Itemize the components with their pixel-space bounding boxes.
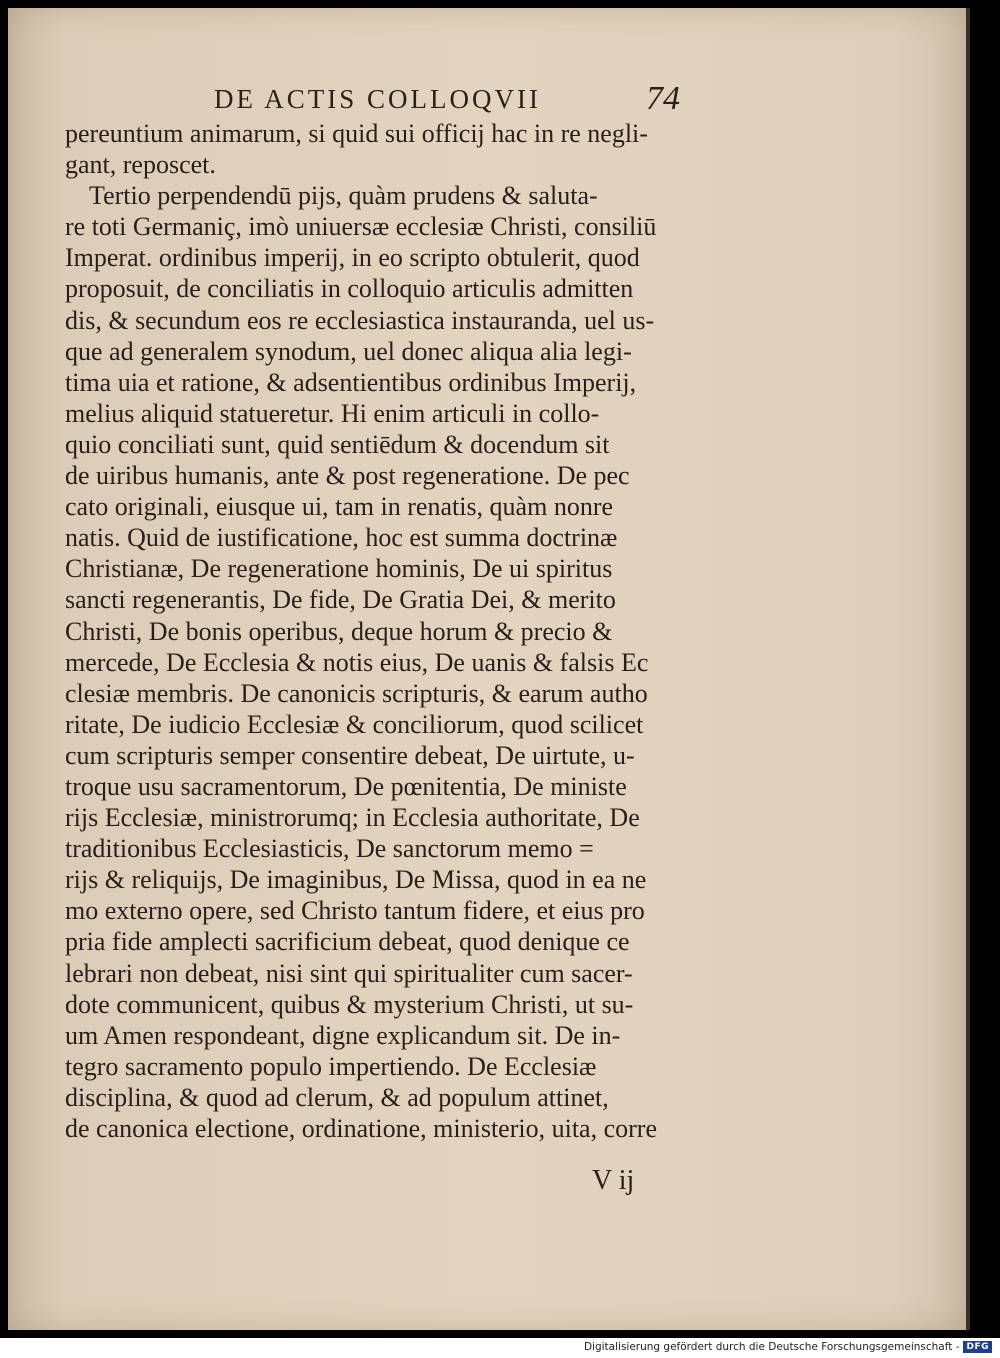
text-line: rijs & reliquijs, De imaginibus, De Missa, quod in ea ne	[65, 865, 647, 895]
running-head: DE ACTIS COLLOQVII	[214, 84, 541, 114]
text-line: tima uia et ratione, & adsentientibus ordinibus Imperij,	[65, 367, 637, 397]
text-line: proposuit, de conciliatis in colloquio articulis admitten	[65, 274, 634, 304]
text-line: Christianæ, De regeneratione hominis, De ui spiritus	[65, 554, 613, 584]
text-line: natis. Quid de iustificatione, hoc est summa doctrinæ	[65, 523, 618, 553]
text-line: dis, & secundum eos re ecclesiastica instauranda, uel us-	[65, 305, 655, 335]
text-line: sancti regenerantis, De fide, De Gratia Dei, & merito	[65, 585, 616, 615]
text-line: mercede, De Ecclesia & notis eius, De uanis & falsis Ec	[65, 647, 649, 677]
text-line: disciplina, & quod ad clerum, & ad populum attinet,	[65, 1082, 609, 1112]
text-line: traditionibus Ecclesiasticis, De sanctorum memo =	[65, 834, 594, 864]
text-line: re toti Germaniç, imò uniuersæ ecclesiæ Christi, consiliū	[65, 212, 657, 242]
text-line: Christi, De bonis operibus, deque horum & precio &	[65, 616, 613, 646]
text-line: pereuntium animarum, si quid sui officij hac in re negli-	[65, 119, 648, 148]
footer	[584, 1341, 992, 1353]
text-line: de canonica electione, ordinatione, ministerio, uita, corre	[65, 1114, 657, 1143]
text-line: cato originali, eiusque ui, tam in renatis, quàm nonre	[65, 492, 614, 522]
text-line: Imperat. ordinibus imperij, in eo scripto obtulerit, quod	[65, 243, 640, 273]
folio-number: 74	[646, 80, 680, 117]
text-block	[65, 118, 727, 1144]
text-line: pria fide amplecti sacrificium debeat, quod denique ce	[65, 927, 630, 957]
text-line: rijs Ecclesiæ, ministrorumq; in Ecclesia authoritate, De	[65, 803, 640, 833]
text-line: Tertio perpendendū pijs, quàm prudens & saluta-	[89, 181, 598, 211]
text-line: um Amen respondeant, digne explicandum sit. De in-	[65, 1020, 621, 1050]
text-line: ritate, De iudicio Ecclesiæ & conciliorum, quod scilicet	[65, 709, 644, 739]
text-line: clesiæ membris. De canonicis scripturis, & earum autho	[65, 678, 648, 708]
page-edge	[966, 8, 970, 1330]
text-line: lebrari non debeat, nisi sint qui spiritualiter cum sacer-	[65, 958, 633, 988]
text-line: melius aliquid statueretur. Hi enim articuli in collo-	[65, 398, 600, 428]
text-line: cum scripturis semper consentire debeat, De uirtute, u-	[65, 740, 635, 770]
text-line: troque usu sacramentorum, De pœnitentia, De ministe	[65, 771, 627, 801]
dfg-logo-icon: DFG	[963, 1341, 992, 1353]
text-line: gant, reposcet.	[65, 150, 216, 180]
text-line: tegro sacramento populo impertiendo. De Ecclesiæ	[65, 1051, 597, 1081]
text-line: mo externo opere, sed Christo tantum fidere, et eius pro	[65, 896, 645, 926]
text-line: quio conciliati sunt, quid sentiēdum & docendum sit	[65, 429, 610, 459]
text-line: dote communicent, quibus & mysterium Christi, ut su-	[65, 989, 634, 1019]
text-line: que ad generalem synodum, uel donec aliqua alia legi-	[65, 336, 632, 366]
text-line: de uiribus humanis, ante & post regeneratione. De pec	[65, 461, 630, 491]
footer-credit: Digitalisierung gefördert durch die Deutsche Forschungsgemeinschaft -	[583, 1341, 960, 1353]
signature-mark: V ij	[592, 1165, 635, 1196]
